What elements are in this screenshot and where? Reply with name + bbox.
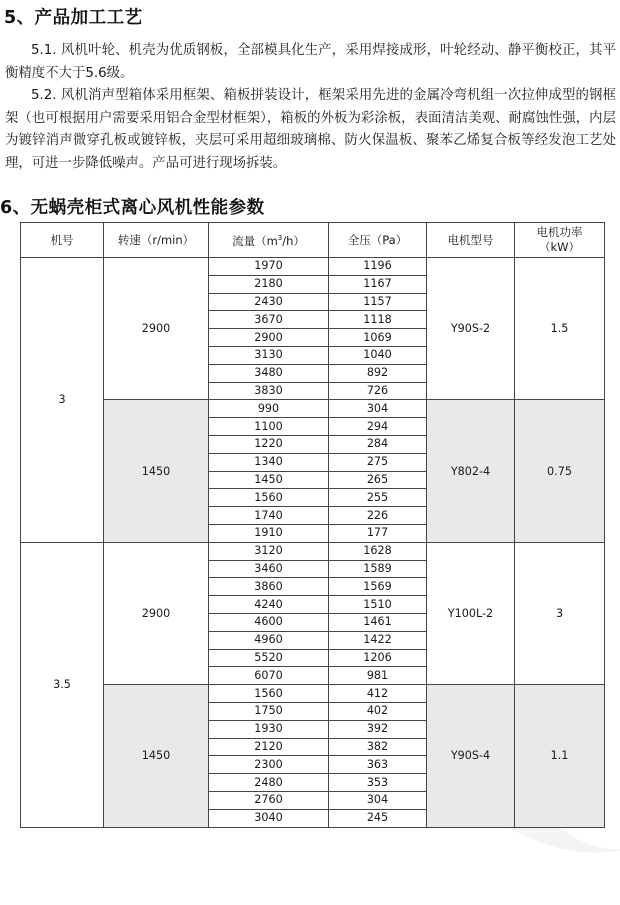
flow-cell: 4240 xyxy=(209,596,329,614)
flow-cell: 6070 xyxy=(209,667,329,685)
table-header-row xyxy=(21,223,605,258)
motor-model-cell: Y90S-4 xyxy=(427,685,515,827)
header-flow-text: 流量（m xyxy=(232,233,278,248)
pressure-cell: 245 xyxy=(329,809,427,827)
flow-cell: 3040 xyxy=(209,809,329,827)
header-flow-sup: 3 xyxy=(277,234,283,243)
pressure-cell: 1628 xyxy=(329,542,427,560)
pressure-cell: 1118 xyxy=(329,311,427,329)
speed-cell: 1450 xyxy=(104,400,209,542)
model-number-cell: 3.5 xyxy=(21,542,104,827)
flow-cell: 1450 xyxy=(209,471,329,489)
flow-cell: 1930 xyxy=(209,720,329,738)
flow-cell: 3460 xyxy=(209,560,329,578)
header-flow xyxy=(209,223,329,258)
pressure-cell: 1206 xyxy=(329,649,427,667)
motor-power-cell: 1.1 xyxy=(515,685,605,827)
pressure-cell: 1040 xyxy=(329,346,427,364)
flow-cell: 3130 xyxy=(209,346,329,364)
pressure-cell: 284 xyxy=(329,435,427,453)
flow-cell: 2120 xyxy=(209,738,329,756)
flow-cell: 2300 xyxy=(209,756,329,774)
header-flow-unit: /h） xyxy=(282,233,305,248)
header-model: 机号 xyxy=(21,223,104,258)
pressure-cell: 382 xyxy=(329,738,427,756)
pressure-cell: 1196 xyxy=(329,258,427,276)
header-power-text: 电机功率 xyxy=(536,225,583,239)
speed-cell: 2900 xyxy=(104,542,209,684)
header-speed: 转速（r/min） xyxy=(104,223,209,258)
flow-cell: 1560 xyxy=(209,685,329,703)
flow-cell: 2480 xyxy=(209,774,329,792)
paragraph-5-1: 5.1. 风机叶轮、机壳为优质钢板，全部模具化生产，采用焊接成形，叶轮经动、静平衡校正，其平衡精度不大于5.6级。 xyxy=(5,43,616,81)
pressure-cell: 1167 xyxy=(329,275,427,293)
flow-cell: 5520 xyxy=(209,649,329,667)
pressure-cell: 363 xyxy=(329,756,427,774)
speed-cell: 1450 xyxy=(104,685,209,827)
pressure-cell: 892 xyxy=(329,364,427,382)
header-power xyxy=(515,223,605,258)
pressure-cell: 1461 xyxy=(329,613,427,631)
pressure-cell: 1589 xyxy=(329,560,427,578)
pressure-cell: 294 xyxy=(329,418,427,436)
pressure-cell: 1569 xyxy=(329,578,427,596)
table-row xyxy=(21,685,605,703)
pressure-cell: 255 xyxy=(329,489,427,507)
flow-cell: 1340 xyxy=(209,453,329,471)
flow-cell: 2430 xyxy=(209,293,329,311)
pressure-cell: 392 xyxy=(329,720,427,738)
flow-cell: 2180 xyxy=(209,275,329,293)
motor-model-cell: Y90S-2 xyxy=(427,258,515,400)
flow-cell: 3670 xyxy=(209,311,329,329)
flow-cell: 3120 xyxy=(209,542,329,560)
pressure-cell: 726 xyxy=(329,382,427,400)
pressure-cell: 412 xyxy=(329,685,427,703)
flow-cell: 4600 xyxy=(209,613,329,631)
pressure-cell: 177 xyxy=(329,524,427,542)
section-title-performance: 6、无蜗壳柜式离心风机性能参数 xyxy=(0,198,265,218)
pressure-cell: 981 xyxy=(329,667,427,685)
table-row xyxy=(21,258,605,276)
flow-cell: 3860 xyxy=(209,578,329,596)
performance-table xyxy=(20,222,605,828)
flow-cell: 1560 xyxy=(209,489,329,507)
flow-cell: 2900 xyxy=(209,329,329,347)
paragraph-5-2: 5.2. 风机消声型箱体采用框架、箱板拼装设计，框架采用先进的金属冷弯机组一次拉伸成型的钢框架（也可根据用户需要采用铝合金型材框架），箱板的外板为彩涂板，表面清洁美观、耐腐蚀性强，内层为镀锌消声微穿孔板或镀锌板，夹层可采用超细玻璃棉、防火保温板、聚苯乙烯复合板等经发泡工艺处理，可进一步降低噪声。产品可进行现场拆装。 xyxy=(5,88,616,171)
motor-model-cell: Y100L-2 xyxy=(427,542,515,684)
pressure-cell: 353 xyxy=(329,774,427,792)
flow-cell: 990 xyxy=(209,400,329,418)
flow-cell: 2760 xyxy=(209,791,329,809)
header-pressure: 全压（Pa） xyxy=(329,223,427,258)
flow-cell: 3480 xyxy=(209,364,329,382)
flow-cell: 3830 xyxy=(209,382,329,400)
flow-cell: 1740 xyxy=(209,507,329,525)
motor-power-cell: 1.5 xyxy=(515,258,605,400)
motor-power-cell: 0.75 xyxy=(515,400,605,542)
table-body xyxy=(21,258,605,828)
flow-cell: 1220 xyxy=(209,435,329,453)
model-number-cell: 3 xyxy=(21,258,104,543)
pressure-cell: 1157 xyxy=(329,293,427,311)
pressure-cell: 275 xyxy=(329,453,427,471)
flow-cell: 1910 xyxy=(209,524,329,542)
flow-cell: 1970 xyxy=(209,258,329,276)
section-title-process: 5、产品加工工艺 xyxy=(4,8,143,28)
pressure-cell: 1422 xyxy=(329,631,427,649)
flow-cell: 1750 xyxy=(209,702,329,720)
pressure-cell: 402 xyxy=(329,702,427,720)
pressure-cell: 304 xyxy=(329,791,427,809)
pressure-cell: 304 xyxy=(329,400,427,418)
header-motor: 电机型号 xyxy=(427,223,515,258)
pressure-cell: 226 xyxy=(329,507,427,525)
flow-cell: 4960 xyxy=(209,631,329,649)
pressure-cell: 1510 xyxy=(329,596,427,614)
table-row xyxy=(21,400,605,418)
flow-cell: 1100 xyxy=(209,418,329,436)
table-row xyxy=(21,542,605,560)
pressure-cell: 1069 xyxy=(329,329,427,347)
motor-model-cell: Y802-4 xyxy=(427,400,515,542)
header-power-unit: （kW） xyxy=(538,240,581,254)
speed-cell: 2900 xyxy=(104,258,209,400)
pressure-cell: 265 xyxy=(329,471,427,489)
motor-power-cell: 3 xyxy=(515,542,605,684)
